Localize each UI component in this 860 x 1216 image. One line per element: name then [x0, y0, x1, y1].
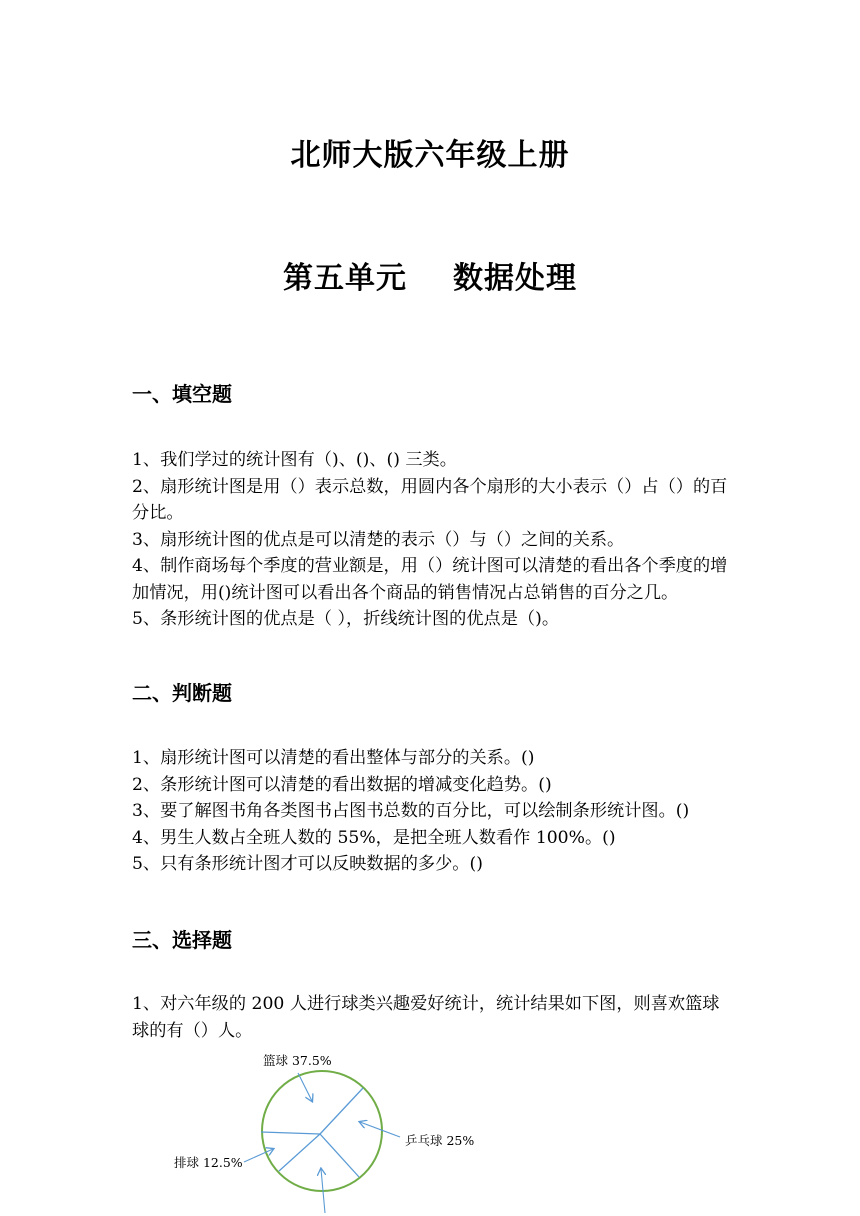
true-false-questions: [132, 745, 732, 878]
section-heading-multiple-choice: 三、选择题: [132, 928, 232, 952]
pie-labels: [174, 1053, 474, 1213]
question-item: 2、扇形统计图是用（）表示总数，用圆内各个扇形的大小表示（）占（）的百分比。: [132, 476, 728, 523]
pie-label-basketball: 篮球 37.5%: [263, 1053, 332, 1068]
label-arrow: [298, 1073, 312, 1101]
multiple-choice-questions: [132, 991, 732, 1044]
pie-slice-divider: [320, 1134, 359, 1177]
label-arrow: [360, 1122, 400, 1137]
document-title: 北师大版六年级上册: [290, 138, 570, 173]
pie-label-pingpong: 乒乓球 25%: [405, 1133, 475, 1148]
fill-blank-questions: [132, 447, 732, 633]
section-heading-true-false: 二、判断题: [132, 681, 232, 705]
unit-title: [0, 253, 860, 297]
question-item: 3、要了解图书角各类图书占图书总数的百分比，可以绘制条形统计图。(): [132, 801, 690, 821]
question-item: 4、男生人数占全班人数的 55%，是把全班人数看作 100%。(): [132, 827, 616, 848]
question-item: 5、只有条形统计图才可以反映数据的多少。(): [132, 854, 483, 874]
unit-label: 第五单元: [283, 261, 407, 296]
unit-name: 数据处理: [453, 261, 577, 296]
pie-slice-divider: [279, 1134, 320, 1171]
question-item: 1、扇形统计图可以清楚的看出整体与部分的关系。(): [132, 748, 535, 768]
question-item: 5、条形统计图的优点是（ ），折线统计图的优点是（)。: [132, 609, 560, 629]
question-item: 1、我们学过的统计图有（)、()、() 三类。: [132, 450, 457, 470]
question-item: 2、条形统计图可以清楚的看出数据的增减变化趋势。(): [132, 774, 552, 795]
pie-slice-divider: [320, 1088, 363, 1134]
section-heading-fill-blank: 一、填空题: [132, 382, 232, 406]
ball-interest-pie-chart: [160, 1045, 520, 1216]
question-item: 3、扇形统计图的优点是可以清楚的表示（）与（）之间的关系。: [132, 529, 625, 550]
pie-label-volleyball: 排球 12.5%: [174, 1155, 243, 1170]
pie-slice-divider: [261, 1132, 320, 1134]
question-item: 1、对六年级的 200 人进行球类兴趣爱好统计，统计结果如下图，则喜欢篮球球的有（）人。: [132, 994, 720, 1041]
question-item: 4、制作商场每个季度的营业额是，用（）统计图可以清楚的看出各个季度的增加情况，用()统计图可以看出各个商品的销售情况占总销售的百分之几。: [132, 556, 728, 603]
